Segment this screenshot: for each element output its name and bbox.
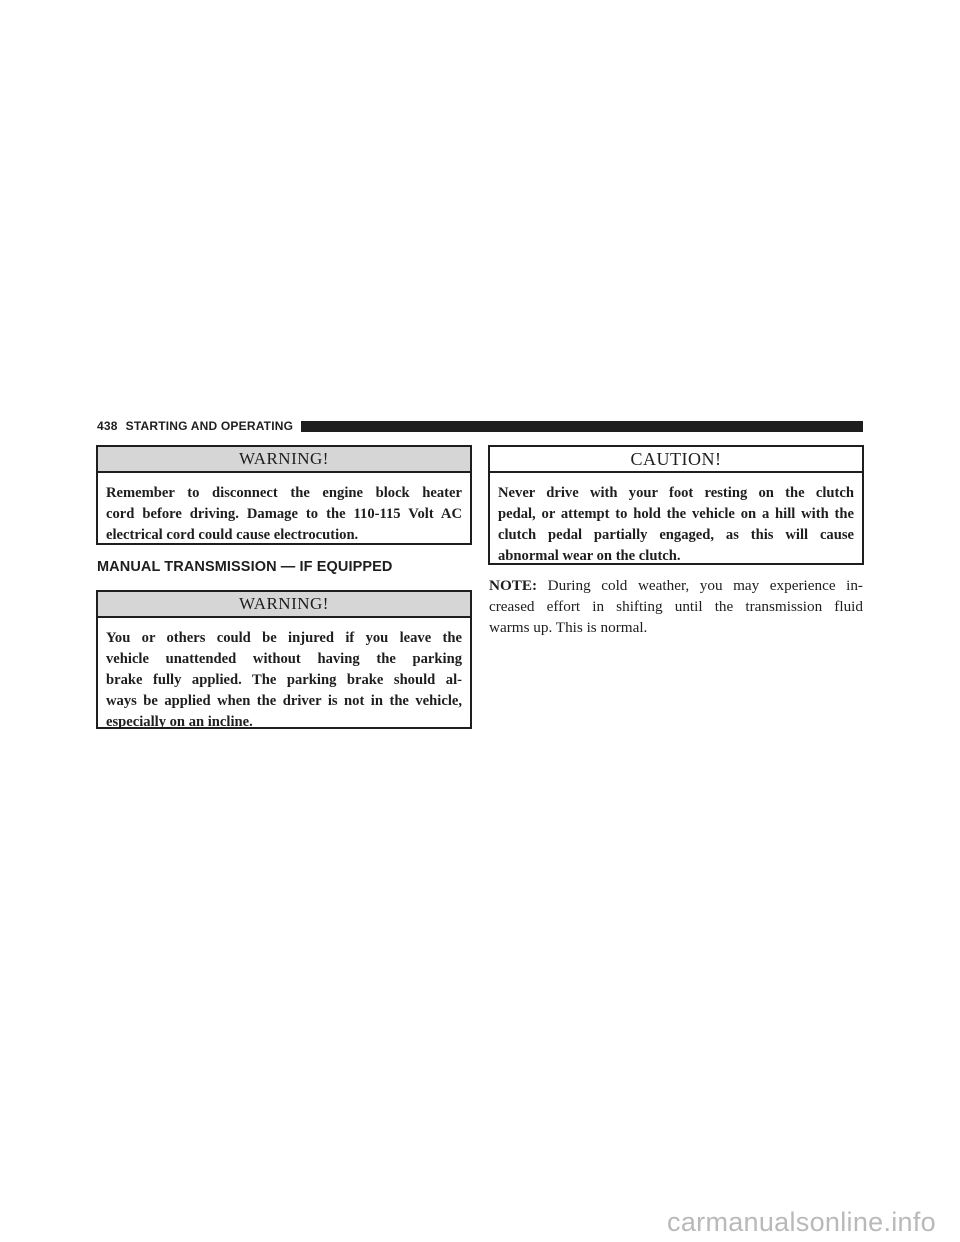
section-name: STARTING AND OPERATING [125, 419, 294, 433]
warning-line: especially on an incline. [106, 714, 253, 730]
note-line: warms up. This is normal. [489, 619, 648, 636]
running-header [97, 419, 863, 433]
warning-title: WARNING! [98, 447, 470, 473]
caution-body [490, 473, 862, 567]
caution-line: Never drive with your foot resting on the clutch [498, 485, 854, 501]
warning-line: brake fully applied. The parking brake should al- [106, 672, 462, 688]
note-paragraph [489, 575, 863, 638]
caution-line: clutch pedal partially engaged, as this will cause [498, 527, 854, 543]
site-watermark: carmanualsonline.info [667, 1207, 936, 1237]
note-label: NOTE: [489, 577, 538, 594]
warning-line: ways be applied when the driver is not in the vehicle, [106, 693, 462, 709]
warning-line: vehicle unattended without having the parking [106, 651, 462, 667]
warning-box-block-heater [96, 445, 472, 545]
page-number: 438 [97, 419, 118, 433]
header-rule [301, 421, 863, 432]
note-first-line [489, 575, 863, 596]
caution-box-clutch [488, 445, 864, 565]
caution-line: pedal, or attempt to hold the vehicle on a hill with the [498, 506, 854, 522]
note-text: During cold weather, you may experience in- [547, 577, 863, 594]
warning-line: cord before driving. Damage to the 110-115 Volt AC [106, 506, 462, 522]
warning-line: You or others could be injured if you leave the [106, 630, 462, 646]
warning-line: electrical cord could cause electrocution. [106, 527, 359, 543]
warning-line: Remember to disconnect the engine block heater [106, 485, 462, 501]
caution-line: abnormal wear on the clutch. [498, 548, 681, 564]
warning-title: WARNING! [98, 592, 470, 618]
warning-body [98, 473, 470, 546]
section-heading: MANUAL TRANSMISSION — IF EQUIPPED [97, 559, 393, 575]
caution-title: CAUTION! [490, 447, 862, 473]
note-line: creased effort in shifting until the transmission fluid [489, 598, 863, 615]
warning-box-parking-brake [96, 590, 472, 729]
warning-body [98, 618, 470, 733]
